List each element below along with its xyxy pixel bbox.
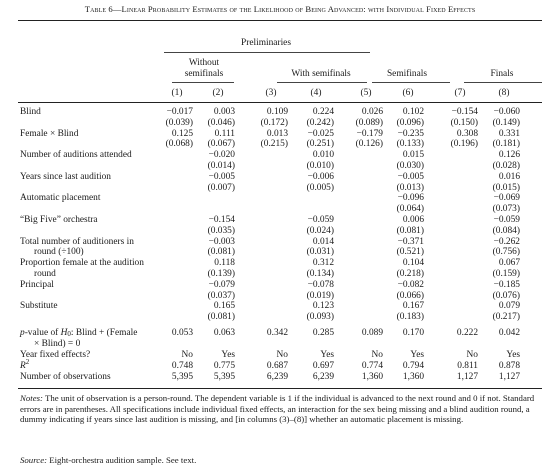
column-number: (8) <box>498 88 510 98</box>
finals-underline <box>464 82 542 83</box>
table-cell: (0.066) <box>396 291 424 301</box>
table-cell: −0.185 <box>493 280 520 290</box>
table-cell: (0.096) <box>396 118 424 128</box>
stat-cell: 0.878 <box>498 361 520 371</box>
semifinals-underline <box>372 82 450 83</box>
table-cell: (0.756) <box>492 247 520 257</box>
table-cell: −0.059 <box>307 215 334 225</box>
table-cell: −0.005 <box>208 172 235 182</box>
table-cell: 0.003 <box>213 107 235 117</box>
stat-cell: 1,360 <box>402 372 424 382</box>
table-cell: (0.076) <box>492 291 520 301</box>
table-cell: (0.196) <box>450 139 478 149</box>
stat-cell: No <box>181 350 193 360</box>
stat-cell: 1,127 <box>456 372 478 382</box>
table-cell: −0.371 <box>397 237 424 247</box>
table-cell: −0.262 <box>493 237 520 247</box>
column-number: (6) <box>402 88 414 98</box>
table-cell: −0.069 <box>493 193 520 203</box>
notes-label: Notes: <box>20 393 43 403</box>
stat-cell: Yes <box>410 350 424 360</box>
table-cell: 0.079 <box>498 301 520 311</box>
pvalue-h-sub: 0 <box>67 330 71 338</box>
table-cell: 0.312 <box>312 258 334 268</box>
table-cell: (0.139) <box>207 269 235 279</box>
row-label: “Big Five” orchestra <box>20 215 98 225</box>
table-cell: 0.015 <box>402 150 424 160</box>
header-semifinals: Semifinals <box>386 69 428 79</box>
table-cell: −0.006 <box>307 172 334 182</box>
row-label: Number of auditions attended <box>20 150 132 160</box>
table-cell: (0.007) <box>207 183 235 193</box>
table-cell: (0.181) <box>492 139 520 149</box>
table-cell: (0.159) <box>492 269 520 279</box>
stat-cell: 0.775 <box>213 361 235 371</box>
pvalue-label-2: × Blind) = 0 <box>34 339 81 349</box>
table-cell: −0.154 <box>451 107 478 117</box>
table-cell: (0.134) <box>306 269 334 279</box>
column-number: (7) <box>454 88 466 98</box>
table-cell: −0.235 <box>397 129 424 139</box>
table-cell: 0.006 <box>402 215 424 225</box>
table-cell: 0.308 <box>456 129 478 139</box>
table-cell: −0.059 <box>493 215 520 225</box>
table-cell: 0.013 <box>266 129 288 139</box>
table-cell: (0.251) <box>306 139 334 149</box>
table-cell: −0.005 <box>397 172 424 182</box>
table-cell: 0.109 <box>266 107 288 117</box>
table-cell: (0.089) <box>355 118 383 128</box>
row-label: Years since last audition <box>20 172 111 182</box>
table-cell: (0.133) <box>396 139 424 149</box>
row-label-continued: round <box>34 269 56 279</box>
pvalue-label <box>20 328 137 339</box>
stat-cell: 6,239 <box>266 372 288 382</box>
row-label: Proportion female at the audition <box>20 258 144 268</box>
r-squared-exponent: 2 <box>25 357 30 366</box>
row-label: Automatic placement <box>20 193 101 203</box>
table-title <box>0 4 560 14</box>
row-label: Blind <box>20 107 41 117</box>
row-label-year_fe: Year fixed effects? <box>20 350 91 360</box>
table-cell: −0.096 <box>397 193 424 203</box>
stat-cell: 0.687 <box>266 361 288 371</box>
table-cell: −0.025 <box>307 129 334 139</box>
column-number: (2) <box>212 88 224 98</box>
header-preliminaries: Preliminaries <box>241 38 291 48</box>
stat-cell: No <box>466 350 478 360</box>
stat-cell: 0.794 <box>402 361 424 371</box>
column-number: (4) <box>310 88 322 98</box>
table-cell: (0.183) <box>396 312 424 322</box>
stat-cell: 1,127 <box>498 372 520 382</box>
table-cell: (0.242) <box>306 118 334 128</box>
without-underline <box>172 82 234 83</box>
table-cell: −0.020 <box>208 150 235 160</box>
row-label: Female × Blind <box>20 129 79 139</box>
table-cell: (0.031) <box>306 247 334 257</box>
table-cell: 0.026 <box>361 107 383 117</box>
pvalue-cell: 0.285 <box>312 328 334 338</box>
table-cell: (0.010) <box>306 161 334 171</box>
table-cell: (0.081) <box>207 247 235 257</box>
row-label-nobs: Number of observations <box>20 372 111 382</box>
table-cell: (0.035) <box>207 226 235 236</box>
table-cell: (0.039) <box>165 118 193 128</box>
table-cell: (0.084) <box>492 226 520 236</box>
stat-cell: 0.748 <box>171 361 193 371</box>
row-label: Substitute <box>20 301 58 311</box>
pvalue-cell: 0.222 <box>456 328 478 338</box>
top-rule <box>18 20 542 21</box>
pvalue-cell: 0.042 <box>498 328 520 338</box>
row-label-continued: round (÷100) <box>34 247 84 257</box>
table-cell: (0.028) <box>492 161 520 171</box>
table-cell: 0.104 <box>402 258 424 268</box>
stat-cell: 5,395 <box>171 372 193 382</box>
table-cell: (0.030) <box>396 161 424 171</box>
row-label: Total number of auditioners in <box>20 237 134 247</box>
stat-cell: 0.811 <box>457 361 478 371</box>
stat-cell: Yes <box>221 350 235 360</box>
stat-cell: No <box>276 350 288 360</box>
row-label-r2 <box>20 357 30 372</box>
pvalue-cell: 0.053 <box>171 328 193 338</box>
table-cell: (0.218) <box>396 269 424 279</box>
table-cell: −0.060 <box>493 107 520 117</box>
source <box>20 455 545 466</box>
table-cell: 0.167 <box>402 301 424 311</box>
table-cell: (0.014) <box>207 161 235 171</box>
table-cell: (0.126) <box>355 139 383 149</box>
title-prefix: Table 6 <box>84 4 113 14</box>
table-cell: (0.521) <box>396 247 424 257</box>
table-cell: (0.024) <box>306 226 334 236</box>
row-label: Principal <box>20 280 54 290</box>
table-cell: (0.013) <box>396 183 424 193</box>
bottom-rule <box>18 388 542 389</box>
table-cell: 0.067 <box>498 258 520 268</box>
header-rule <box>18 102 542 103</box>
table-cell: 0.010 <box>312 150 334 160</box>
header-without-1: Without <box>188 58 220 68</box>
stat-cell: No <box>371 350 383 360</box>
column-number: (5) <box>360 88 372 98</box>
pvalue-p: p <box>20 328 25 338</box>
title-dash: — <box>112 4 122 14</box>
column-number: (1) <box>171 88 183 98</box>
table-cell: 0.016 <box>498 172 520 182</box>
table-cell: (0.215) <box>260 139 288 149</box>
table-cell: −0.078 <box>307 280 334 290</box>
pvalue-cell: 0.170 <box>402 328 424 338</box>
table-cell: −0.079 <box>208 280 235 290</box>
table-cell: 0.111 <box>214 129 235 139</box>
source-label: Source: <box>20 455 48 465</box>
pvalue-cell: 0.089 <box>361 328 383 338</box>
pvalue-c: : Blind + (Female <box>70 328 138 338</box>
table-cell: 0.126 <box>498 150 520 160</box>
table-cell: (0.037) <box>207 291 235 301</box>
stat-cell: 1,360 <box>361 372 383 382</box>
table-cell: (0.046) <box>207 118 235 128</box>
source-text: Eight-orchestra audition sample. See text. <box>47 455 197 465</box>
table-cell: −0.154 <box>208 215 235 225</box>
pvalue-cell: 0.063 <box>213 328 235 338</box>
stat-cell: 0.697 <box>312 361 334 371</box>
table-cell: (0.081) <box>207 312 235 322</box>
table-cell: 0.102 <box>402 107 424 117</box>
header-without-2: semifinals <box>184 69 224 79</box>
table-cell: (0.005) <box>306 183 334 193</box>
preliminaries-underline <box>164 52 370 53</box>
table-cell: 0.118 <box>214 258 235 268</box>
header-finals: Finals <box>490 69 514 79</box>
table-cell: 0.331 <box>498 129 520 139</box>
table-cell: (0.149) <box>492 118 520 128</box>
stat-cell: Yes <box>506 350 520 360</box>
table-cell: (0.073) <box>492 204 520 214</box>
table-cell: −0.017 <box>166 107 193 117</box>
table-cell: −0.179 <box>356 129 383 139</box>
notes <box>20 393 545 425</box>
table-cell: 0.125 <box>171 129 193 139</box>
stat-cell: 0.774 <box>361 361 383 371</box>
table-cell: −0.003 <box>208 237 235 247</box>
table-cell: (0.217) <box>492 312 520 322</box>
stat-cell: Yes <box>320 350 334 360</box>
table-cell: (0.172) <box>260 118 288 128</box>
with-underline <box>277 82 367 83</box>
table-cell: (0.150) <box>450 118 478 128</box>
header-with-semifinals: With semifinals <box>291 69 351 79</box>
pvalue-h: H <box>60 328 68 338</box>
table-cell: 0.123 <box>312 301 334 311</box>
pvalue-b: -value of <box>24 328 61 338</box>
table-cell: (0.067) <box>207 139 235 149</box>
table-cell: −0.082 <box>397 280 424 290</box>
table-cell: 0.224 <box>312 107 334 117</box>
pvalue-cell: 0.342 <box>266 328 288 338</box>
table-cell: (0.068) <box>165 139 193 149</box>
table-cell: 0.165 <box>213 301 235 311</box>
table-cell: (0.064) <box>396 204 424 214</box>
table-cell: (0.081) <box>396 226 424 236</box>
title-text: Linear Probability Estimates of the Likelihood of Being Advanced: with Individual Fixed Effects <box>121 4 476 14</box>
table-cell: (0.093) <box>306 312 334 322</box>
r-squared-symbol: R <box>20 361 26 371</box>
table-cell: 0.014 <box>312 237 334 247</box>
stat-cell: 6,239 <box>312 372 334 382</box>
table-cell: (0.015) <box>492 183 520 193</box>
stat-cell: 5,395 <box>213 372 235 382</box>
table-cell: (0.019) <box>306 291 334 301</box>
notes-text: The unit of observation is a person-round. The dependent variable is 1 if the individual is advanced to the next round and 0 if not. Standard errors are in parentheses. All specifications include individual fixed effects, an interaction for the sex being missing and a blind audition round, a dummy indicating if years since last audition is missing, and [in columns (3)–(8)] whether an automatic placement is missing. <box>20 393 535 425</box>
column-number: (3) <box>265 88 277 98</box>
